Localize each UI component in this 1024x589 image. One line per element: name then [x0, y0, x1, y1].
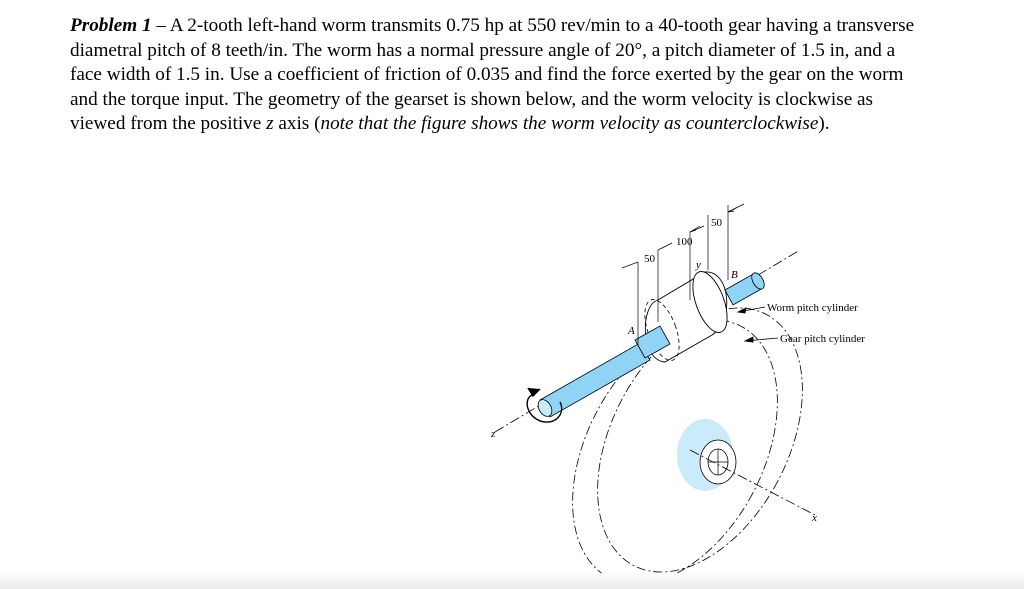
- axis-variable: z: [266, 113, 274, 134]
- worm-shaft: [535, 271, 767, 419]
- label-y: y: [696, 259, 701, 271]
- dim-50-left: 50: [644, 253, 655, 265]
- dim-50-right: 50: [711, 217, 722, 229]
- gear-hub: [677, 419, 736, 491]
- problem-note: note that the figure shows the worm velocity as counterclockwise: [320, 113, 819, 134]
- problem-text-end: ).: [818, 113, 830, 134]
- problem-text-axis: axis (: [273, 113, 321, 134]
- bottom-fade: [0, 573, 1024, 589]
- dim-100: 100: [676, 236, 693, 248]
- callout-gear-pitch-cylinder: Gear pitch cylinder: [780, 333, 865, 345]
- problem-heading: Problem 1: [70, 15, 152, 36]
- label-a: A: [628, 325, 635, 337]
- callout-worm-pitch-cylinder: Worm pitch cylinder: [767, 302, 858, 314]
- label-x: x: [812, 512, 817, 524]
- label-z: z: [491, 428, 496, 440]
- label-b: B: [731, 269, 738, 281]
- problem-text-main: A 2-tooth left-hand worm transmits 0.75 hp at 550 rev/min to a 40-tooth gear having a transverse diametral pitch of 8 teeth/in. The worm has a normal pressure angle of 20°, a pitch diameter of 1.5 in, and a face width of 1.5 in. Use a coefficient of friction of 0.035 and find the force exerted by the gear on the worm and the torque input. The geometry of the gearset is shown below, and the worm velocity is clockwise as viewed from the positive: [70, 15, 915, 134]
- problem-dash: –: [151, 15, 170, 36]
